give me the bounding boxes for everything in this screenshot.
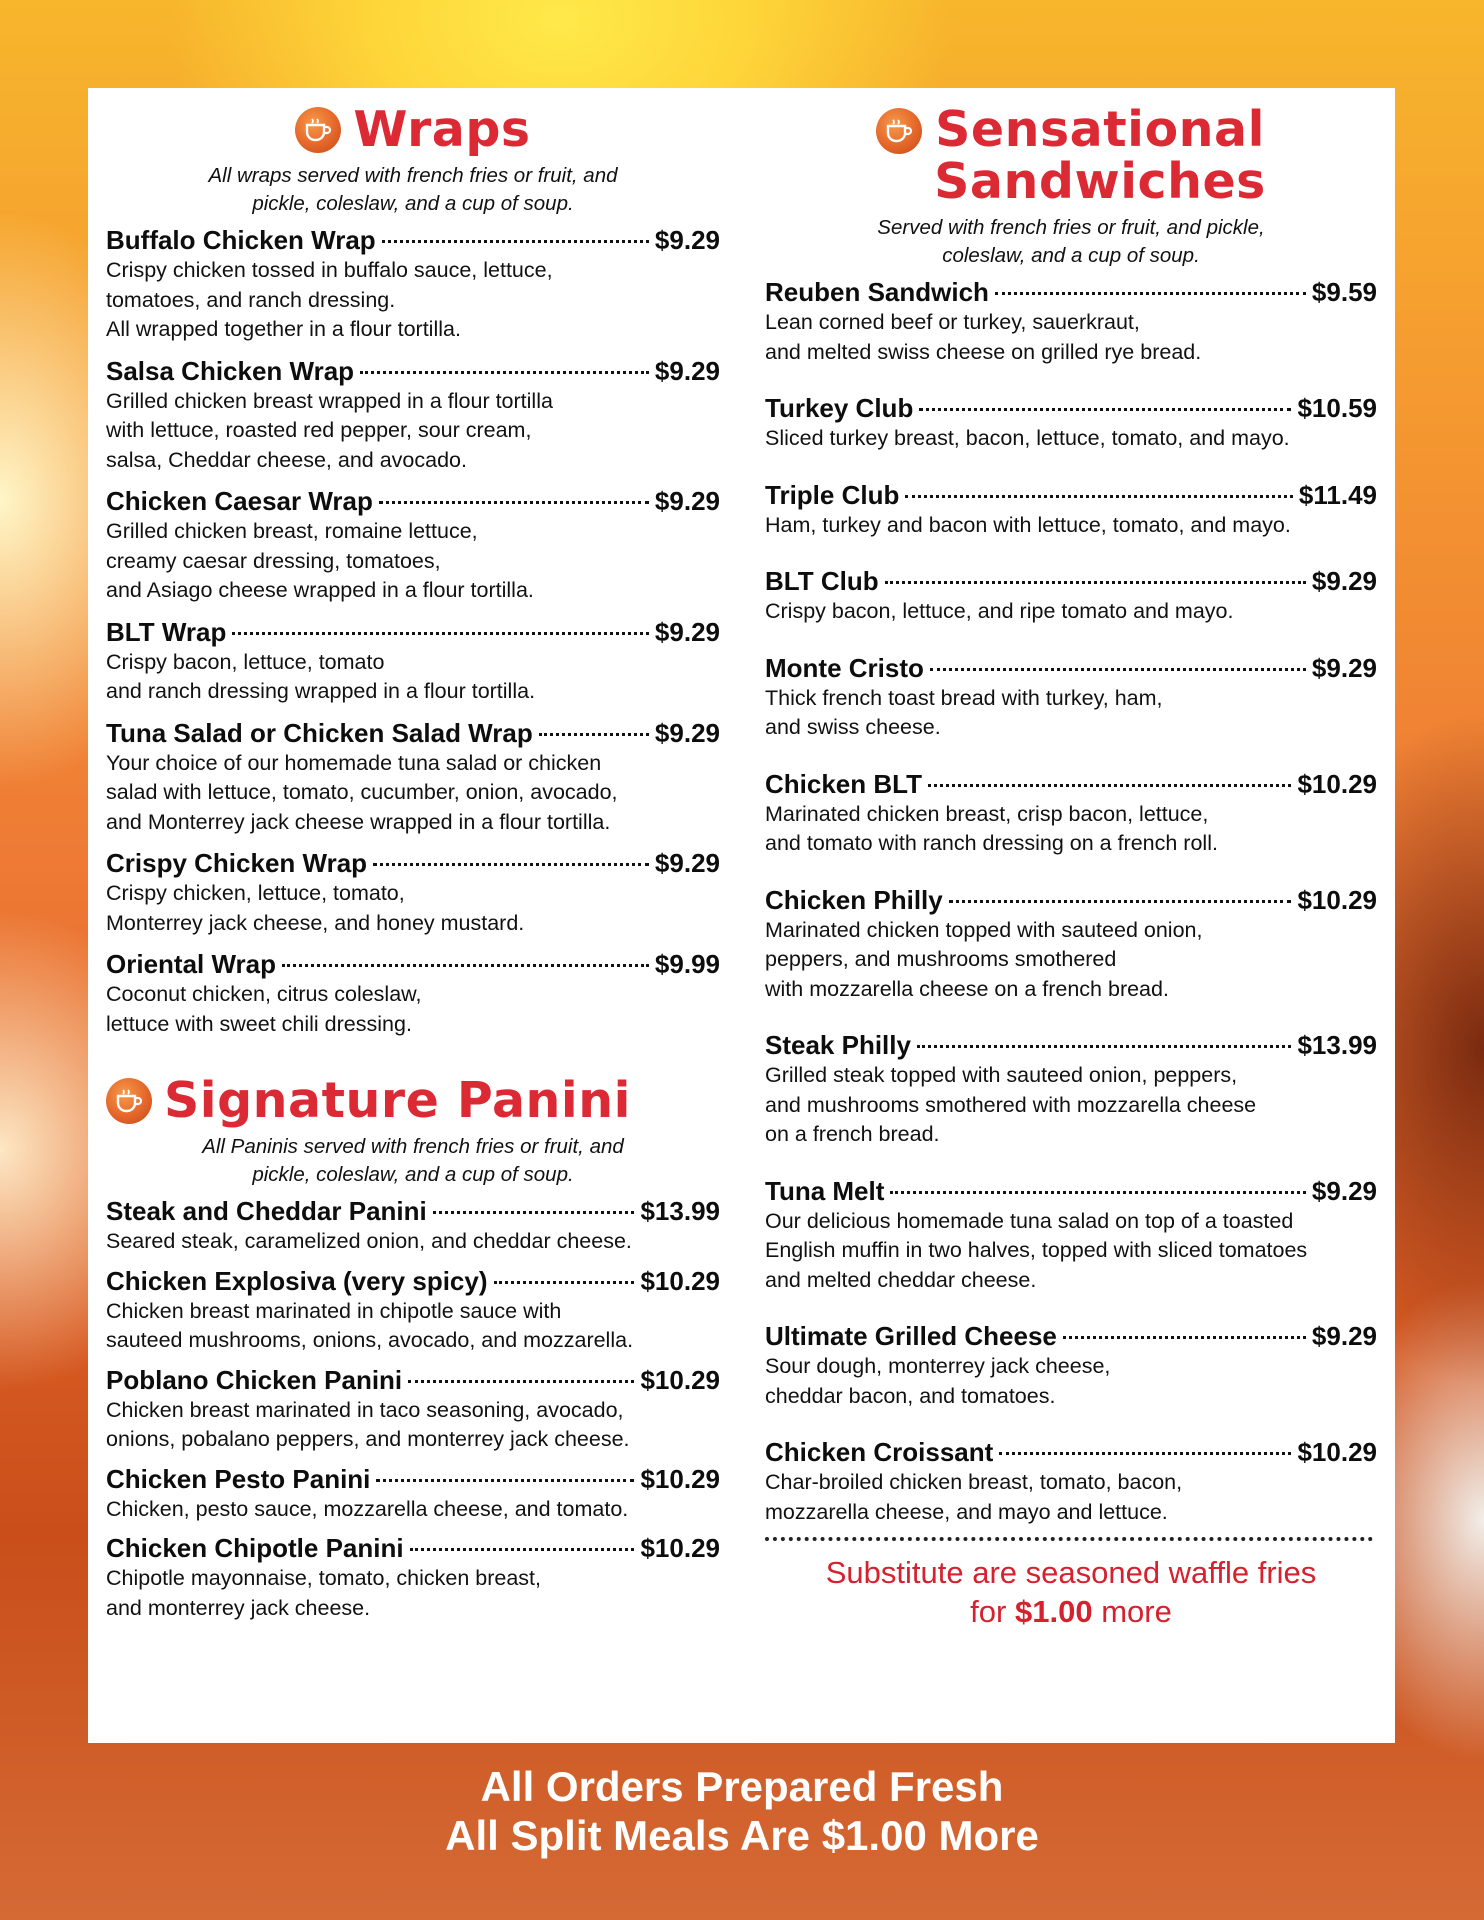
menu-item-description: creamy caesar dressing, tomatoes, — [106, 548, 441, 573]
substitute-line1: Substitute are seasoned waffle fries — [825, 1555, 1317, 1590]
menu-item-price: $9.29 — [654, 486, 720, 516]
menu-item-name: Reuben Sandwich — [765, 277, 989, 307]
dot-leader — [995, 292, 1306, 295]
menu-item-description: Monterrey jack cheese, and honey mustard. — [106, 910, 525, 935]
dot-leader — [930, 668, 1306, 671]
menu-item-description: Our delicious homemade tuna salad on top of a toasted — [765, 1208, 1294, 1233]
menu-item-description: Chicken breast marinated in chipotle sauce with — [106, 1298, 562, 1323]
menu-item — [765, 565, 1377, 627]
dot-leader — [410, 1548, 635, 1551]
menu-item-description: and ranch dressing wrapped in a flour tortilla. — [106, 679, 536, 703]
menu-item-description: Crispy chicken, lettuce, tomato, — [106, 881, 405, 905]
menu-item-description: with mozzarella cheese on a french bread. — [765, 976, 1169, 1001]
menu-item-description: Your choice of our homemade tuna salad or chicken — [106, 750, 602, 775]
menu-item-price: $9.29 — [654, 717, 720, 748]
footer-line1: All Orders Prepared Fresh — [480, 1763, 1004, 1810]
menu-item — [765, 1320, 1377, 1411]
coffee-cup-icon — [295, 107, 341, 153]
menu-item-description: Sliced turkey breast, bacon, lettuce, tomato, and mayo. — [765, 426, 1290, 450]
menu-item-header — [765, 768, 1377, 800]
menu-item-description: and swiss cheese. — [765, 715, 941, 739]
menu-item-name: Turkey Club — [765, 393, 914, 423]
menu-item-price: $10.29 — [1297, 1437, 1377, 1467]
dot-leader — [494, 1281, 635, 1284]
menu-item-description: English muffin in two halves, topped with sliced tomatoes — [765, 1238, 1308, 1262]
panini-title: Signature Panini — [164, 1072, 631, 1129]
menu-item-description: on a french bread. — [765, 1122, 940, 1146]
menu-item-header — [106, 948, 720, 980]
menu-item-price: $9.59 — [1311, 277, 1377, 307]
menu-item-description: Grilled steak topped with sauteed onion, peppers, — [765, 1063, 1238, 1087]
menu-item-name: Chicken Pesto Panini — [106, 1463, 371, 1494]
menu-item-header — [106, 1265, 720, 1297]
menu-item-price: $13.99 — [1297, 1030, 1377, 1060]
menu-item-header — [765, 565, 1377, 597]
sandwiches-title-line1: Sensational — [935, 101, 1265, 158]
menu-item-description: and Monterrey jack cheese wrapped in a flour tortilla. — [106, 809, 611, 834]
menu-item-description: Ham, turkey and bacon with lettuce, tomato, and mayo. — [765, 512, 1291, 537]
menu-item-header — [765, 884, 1377, 916]
menu-item-header — [106, 355, 720, 387]
menu-item-description: with lettuce, roasted red pepper, sour cream, — [106, 418, 532, 442]
dot-leader — [360, 371, 649, 374]
menu-item-description: Chicken, pesto sauce, mozzarella cheese, and tomato. — [106, 1496, 629, 1521]
menu-item-name: Tuna Salad or Chicken Salad Wrap — [106, 717, 533, 748]
menu-item-price: $9.29 — [654, 616, 720, 647]
menu-item — [765, 652, 1377, 743]
menu-item-price: $10.29 — [1297, 768, 1377, 799]
menu-item-header — [106, 485, 720, 517]
menu-item-name: Poblano Chicken Panini — [106, 1364, 403, 1395]
panini-intro: All Paninis served with french fries or fruit, and pickle, coleslaw, and a cup of soup. — [202, 1135, 624, 1186]
menu-item-header — [106, 1195, 720, 1227]
menu-item-price: $9.29 — [654, 225, 720, 255]
substitute-more: more — [1101, 1594, 1172, 1629]
menu-item — [106, 224, 720, 345]
menu-item — [765, 884, 1377, 1005]
menu-item-name: Ultimate Grilled Cheese — [765, 1321, 1057, 1351]
wraps-heading — [106, 101, 720, 158]
menu-item-header — [765, 1320, 1377, 1352]
dot-leader — [433, 1211, 635, 1214]
menu-item-description: tomatoes, and ranch dressing. — [106, 287, 396, 312]
menu-item-description: Crispy bacon, lettuce, tomato — [106, 649, 385, 674]
menu-item — [106, 1195, 720, 1257]
menu-item — [106, 485, 720, 606]
menu-item — [765, 1175, 1377, 1296]
dot-leader — [539, 733, 649, 736]
wraps-title: Wraps — [353, 101, 531, 158]
menu-item-description: Marinated chicken breast, crisp bacon, lettuce, — [765, 801, 1209, 826]
footer-line2: All Split Meals Are $1.00 More — [445, 1812, 1039, 1859]
menu-item — [106, 616, 720, 707]
dot-leader — [917, 1045, 1292, 1048]
menu-item-description: Thick french toast bread with turkey, ham, — [765, 685, 1163, 710]
menu-item-description: Seared steak, caramelized onion, and cheddar cheese. — [106, 1229, 632, 1253]
menu-item-description: cheddar bacon, and tomatoes. — [765, 1383, 1056, 1408]
menu-item-description: salsa, Cheddar cheese, and avocado. — [106, 447, 467, 472]
menu-item — [106, 1265, 720, 1356]
menu-item-description: Grilled chicken breast, romaine lettuce, — [106, 519, 478, 543]
dot-leader — [949, 900, 1292, 903]
menu-item-header — [106, 224, 720, 256]
menu-item-header — [765, 1175, 1377, 1207]
menu-item — [106, 355, 720, 476]
menu-item-price: $9.29 — [1311, 1321, 1377, 1351]
menu-item-price: $10.59 — [1297, 393, 1377, 423]
menu-item-description: Marinated chicken topped with sauteed onion, — [765, 917, 1203, 942]
menu-item-name: Chicken Chipotle Panini — [106, 1533, 404, 1563]
menu-item-price: $9.29 — [1311, 566, 1377, 596]
footer-note — [0, 1762, 1484, 1860]
menu-item-header — [765, 652, 1377, 684]
menu-item-description: Sour dough, monterrey jack cheese, — [765, 1354, 1111, 1378]
menu-item-description: Crispy bacon, lettuce, and ripe tomato and mayo. — [765, 599, 1234, 623]
menu-item-name: Chicken Caesar Wrap — [106, 486, 373, 516]
menu-item-header — [765, 479, 1377, 511]
menu-item-price: $13.99 — [640, 1196, 720, 1226]
menu-item-header — [106, 616, 720, 648]
sandwiches-title-line2: Sandwiches — [934, 153, 1266, 210]
menu-item-description: and monterrey jack cheese. — [106, 1595, 371, 1620]
menu-item-header — [106, 717, 720, 749]
dot-leader — [999, 1452, 1291, 1455]
sandwiches-title — [934, 101, 1266, 210]
menu-item-description: Lean corned beef or turkey, sauerkraut, — [765, 310, 1140, 334]
left-column — [106, 101, 720, 1623]
menu-item-price: $11.49 — [1298, 479, 1377, 510]
menu-item-header — [106, 1364, 720, 1396]
wraps-list — [106, 224, 720, 1039]
menu-item — [765, 479, 1377, 541]
menu-item-price: $9.29 — [654, 355, 720, 386]
sandwiches-list — [765, 276, 1377, 1527]
menu-item-description: Grilled chicken breast wrapped in a flour tortilla — [106, 388, 553, 413]
menu-item-description: Crispy chicken tossed in buffalo sauce, lettuce, — [106, 258, 553, 282]
dot-leader — [1063, 1336, 1306, 1339]
menu-item — [765, 276, 1377, 367]
menu-item-price: $10.29 — [640, 1265, 720, 1296]
substitute-price: $1.00 — [1014, 1594, 1093, 1629]
menu-item-description: peppers, and mushrooms smothered — [765, 947, 1117, 971]
menu-item — [106, 1532, 720, 1623]
menu-item-description: Coconut chicken, citrus coleslaw, — [106, 982, 422, 1006]
menu-item-description: Chicken breast marinated in taco seasoning, avocado, — [106, 1397, 624, 1422]
menu-item-price: $10.29 — [1297, 884, 1377, 915]
menu-item — [106, 847, 720, 938]
menu-item-description: and melted cheddar cheese. — [765, 1267, 1037, 1292]
sandwiches-intro: Served with french fries or fruit, and pickle, coleslaw, and a cup of soup. — [877, 216, 1265, 267]
dot-leader — [890, 1191, 1306, 1194]
menu-item-name: Triple Club — [765, 479, 900, 510]
menu-item-description: onions, pobalano peppers, and monterrey jack cheese. — [106, 1427, 630, 1451]
menu-item-description: and melted swiss cheese on grilled rye bread. — [765, 339, 1202, 364]
right-column — [765, 101, 1377, 1631]
panini-list — [106, 1195, 720, 1623]
dot-leader — [382, 240, 649, 243]
coffee-cup-icon — [106, 1078, 152, 1124]
menu-item-name: Chicken Philly — [765, 884, 943, 915]
wraps-intro: All wraps served with french fries or fruit, and pickle, coleslaw, and a cup of soup. — [208, 164, 618, 215]
menu-item-header — [765, 1436, 1377, 1468]
menu-item-price: $9.29 — [1311, 1175, 1377, 1206]
dotted-separator — [765, 1537, 1373, 1541]
menu-item — [106, 1364, 720, 1455]
menu-item — [765, 1436, 1377, 1527]
menu-item-description: and Asiago cheese wrapped in a flour tortilla. — [106, 578, 534, 602]
menu-item-description: mozzarella cheese, and mayo and lettuce. — [765, 1499, 1168, 1524]
menu-item-header — [106, 847, 720, 879]
menu-item-description: Chipotle mayonnaise, tomato, chicken breast, — [106, 1566, 542, 1590]
menu-item-header — [765, 392, 1377, 424]
dot-leader — [905, 495, 1293, 498]
panini-heading — [106, 1072, 720, 1129]
menu-panel — [88, 88, 1395, 1743]
menu-item-name: Monte Cristo — [765, 652, 924, 683]
menu-item-header — [106, 1463, 720, 1495]
menu-item-price: $9.29 — [1311, 652, 1377, 683]
menu-item-name: Tuna Melt — [765, 1175, 885, 1206]
menu-item — [106, 948, 720, 1039]
menu-item-description: All wrapped together in a flour tortilla. — [106, 317, 461, 341]
menu-item-price: $10.29 — [640, 1463, 720, 1494]
dot-leader — [379, 501, 649, 504]
menu-item-price: $10.29 — [640, 1533, 720, 1563]
menu-item — [106, 1463, 720, 1525]
menu-item-description: sauteed mushrooms, onions, avocado, and mozzarella. — [106, 1328, 634, 1352]
menu-item-description: salad with lettuce, tomato, cucumber, onion, avocado, — [106, 780, 618, 804]
menu-item-description: lettuce with sweet chili dressing. — [106, 1011, 412, 1036]
menu-item-price: $10.29 — [640, 1364, 720, 1395]
menu-item-name: Chicken Croissant — [765, 1437, 994, 1467]
substitute-note — [765, 1553, 1377, 1631]
menu-item-price: $9.99 — [654, 949, 720, 979]
menu-item — [106, 717, 720, 838]
menu-item-name: BLT Club — [765, 566, 879, 596]
menu-item-name: Crispy Chicken Wrap — [106, 848, 368, 878]
menu-item-header — [765, 1029, 1377, 1061]
sandwiches-heading — [765, 101, 1377, 210]
dot-leader — [919, 408, 1291, 411]
menu-item — [765, 392, 1377, 454]
menu-item-name: Oriental Wrap — [106, 949, 277, 979]
menu-item-name: BLT Wrap — [106, 616, 227, 647]
menu-item-name: Chicken BLT — [765, 768, 922, 799]
substitute-for: for — [970, 1594, 1007, 1629]
menu-item-name: Buffalo Chicken Wrap — [106, 225, 376, 255]
menu-item-description: and mushrooms smothered with mozzarella cheese — [765, 1092, 1257, 1117]
dot-leader — [373, 863, 649, 866]
substitute-line2 — [765, 1592, 1377, 1631]
dot-leader — [282, 964, 649, 967]
menu-item-description: Char-broiled chicken breast, tomato, bacon, — [765, 1470, 1183, 1494]
menu-item-name: Chicken Explosiva (very spicy) — [106, 1265, 488, 1296]
coffee-cup-icon — [876, 108, 922, 154]
dot-leader — [376, 1479, 634, 1482]
dot-leader — [232, 632, 649, 635]
menu-item-name: Salsa Chicken Wrap — [106, 355, 355, 386]
menu-item-header — [106, 1532, 720, 1564]
menu-item-price: $9.29 — [654, 848, 720, 878]
menu-item — [765, 768, 1377, 859]
dot-leader — [408, 1380, 634, 1383]
dot-leader — [885, 581, 1306, 584]
menu-item-header — [765, 276, 1377, 308]
menu-item-description: and tomato with ranch dressing on a french roll. — [765, 831, 1218, 855]
menu-item — [765, 1029, 1377, 1150]
menu-item-name: Steak Philly — [765, 1030, 911, 1060]
dot-leader — [928, 784, 1291, 787]
menu-item-name: Steak and Cheddar Panini — [106, 1196, 427, 1226]
